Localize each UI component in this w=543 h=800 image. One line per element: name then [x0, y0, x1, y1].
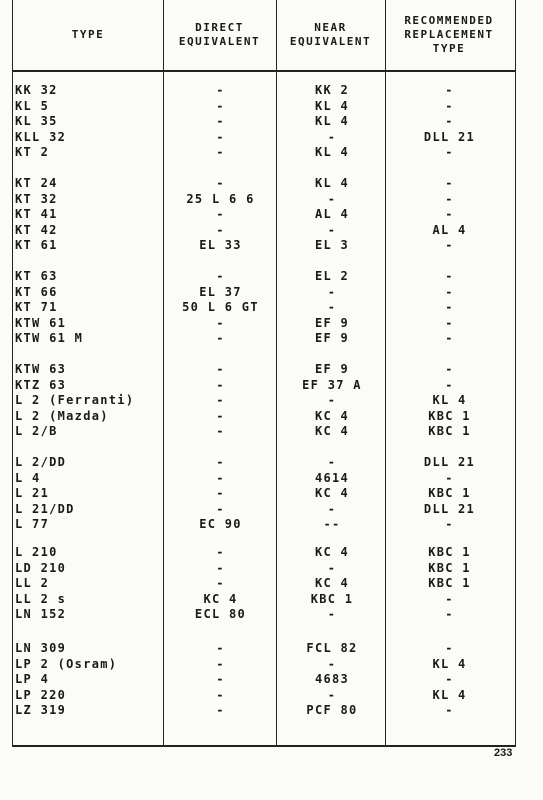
header-near-equivalent: [276, 0, 385, 70]
cell-rec: -: [445, 331, 454, 345]
cell-direct: -: [216, 393, 225, 407]
cell-near: KK 2: [314, 83, 350, 97]
cell-direct: EL 37: [199, 284, 242, 299]
cell-rec: -: [445, 591, 454, 606]
cell-near: -: [327, 560, 337, 575]
cell-type: LD 210: [15, 560, 67, 575]
cell-rec: -: [445, 377, 454, 392]
cell-rec: -: [445, 238, 454, 252]
cell-rec: KBC 1: [428, 560, 471, 575]
valve-equivalents-table: [12, 0, 516, 747]
cell-near: KC 4: [314, 424, 350, 438]
cell-type: L 2/B: [15, 424, 58, 438]
cell-type: KLL 32: [15, 129, 67, 144]
cell-direct: -: [216, 377, 225, 392]
cell-type: LN 152: [15, 607, 67, 621]
cell-type: KT 66: [15, 284, 58, 299]
cell-type: KT 24: [15, 176, 58, 190]
cell-direct: -: [216, 207, 225, 221]
cell-rec: -: [445, 98, 454, 113]
cell-type: LP 2 (Osram): [15, 656, 118, 671]
cell-direct: -: [216, 424, 225, 438]
cell-near: EF 9: [314, 331, 350, 345]
header-near-line-1: NEAR: [314, 21, 347, 34]
cell-rec: DLL 21: [423, 129, 476, 144]
cell-rec: KBC 1: [428, 486, 471, 500]
cell-direct: -: [216, 486, 225, 500]
cell-rec: -: [445, 83, 454, 97]
cell-rec: -: [445, 470, 454, 485]
cell-type: KT 2: [15, 145, 50, 159]
cell-rec: -: [445, 284, 454, 299]
header-rec-line-1: RECOMMENDED: [404, 14, 494, 27]
cell-type: KT 42: [15, 222, 58, 237]
cell-rec: -: [445, 114, 454, 128]
cell-type: KL 35: [15, 114, 58, 128]
cell-direct: 50 L 6 GT: [182, 300, 259, 314]
cell-type: KTW 63: [15, 362, 67, 376]
cell-direct: -: [216, 470, 225, 485]
cell-near: AL 4: [314, 207, 350, 221]
cell-near: -: [327, 687, 337, 702]
cell-type: LN 309: [15, 641, 67, 655]
cell-rec: AL 4: [432, 222, 467, 237]
cell-direct: -: [216, 672, 225, 686]
cell-direct: -: [216, 145, 225, 159]
cell-type: KK 32: [15, 83, 58, 97]
cell-direct: -: [216, 687, 225, 702]
cell-direct: EC 90: [199, 517, 242, 531]
cell-near: -: [327, 656, 337, 671]
cell-near: EL 3: [314, 238, 350, 252]
cell-rec: -: [445, 269, 454, 283]
cell-rec: KL 4: [432, 656, 467, 671]
cell-near: -: [327, 129, 337, 144]
cell-type: LL 2 s: [15, 591, 67, 606]
cell-direct: -: [216, 331, 225, 345]
cell-type: LL 2: [15, 576, 50, 590]
cell-rec: DLL 21: [423, 501, 476, 516]
cell-direct: 25 L 6 6: [186, 191, 255, 206]
cell-type: L 21: [15, 486, 50, 500]
cell-direct: -: [216, 129, 225, 144]
cell-type: L 210: [15, 545, 58, 559]
cell-direct: -: [216, 703, 225, 717]
cell-near: EF 37 A: [302, 377, 362, 392]
cell-near: PCF 80: [306, 703, 358, 717]
cell-direct: -: [216, 656, 225, 671]
cell-direct: -: [216, 545, 225, 559]
cell-direct: -: [216, 98, 225, 113]
cell-near: KC 4: [314, 576, 350, 590]
cell-near: -: [327, 607, 337, 621]
cell-rec: -: [445, 641, 454, 655]
cell-direct: -: [216, 176, 225, 190]
cell-rec: -: [445, 315, 454, 330]
cell-direct: -: [216, 576, 225, 590]
cell-type: LP 220: [15, 687, 67, 702]
cell-type: KTW 61 M: [15, 331, 84, 345]
cell-type: KT 32: [15, 191, 58, 206]
cell-type: KT 63: [15, 269, 58, 283]
cell-rec: -: [445, 703, 454, 717]
cell-type: LP 4: [15, 672, 50, 686]
cell-rec: -: [445, 607, 454, 621]
cell-rec: KBC 1: [428, 576, 471, 590]
cell-rec: -: [445, 207, 454, 221]
cell-type: L 21/DD: [15, 501, 75, 516]
cell-near: KL 4: [314, 98, 350, 113]
cell-direct: -: [216, 455, 225, 469]
header-divider: [13, 70, 515, 72]
cell-near: EF 9: [314, 315, 350, 330]
cell-near: KL 4: [314, 176, 350, 190]
cell-rec: -: [445, 517, 454, 531]
cell-near: -: [327, 222, 337, 237]
header-rec-line-2: REPLACEMENT: [404, 28, 494, 41]
cell-direct: -: [216, 560, 225, 575]
cell-near: KL 4: [314, 114, 350, 128]
cell-rec: -: [445, 176, 454, 190]
cell-direct: -: [216, 641, 225, 655]
header-near-line-2: EQUIVALENT: [289, 35, 372, 48]
cell-direct: -: [216, 83, 225, 97]
cell-direct: -: [216, 222, 225, 237]
cell-type: KL 5: [15, 98, 50, 113]
cell-direct: -: [216, 408, 225, 423]
cell-near: 4614: [314, 470, 350, 485]
cell-type: KTZ 63: [15, 377, 67, 392]
cell-rec: KL 4: [432, 393, 467, 407]
cell-type: KT 41: [15, 207, 58, 221]
cell-direct: -: [216, 362, 225, 376]
cell-direct: -: [216, 269, 225, 283]
cell-direct: KC 4: [203, 591, 238, 606]
cell-direct: ECL 80: [194, 607, 247, 621]
cell-direct: EL 33: [199, 238, 242, 252]
cell-rec: KBC 1: [428, 408, 471, 423]
cell-rec: -: [445, 191, 454, 206]
cell-type: L 2 (Ferranti): [15, 393, 135, 407]
cell-type: LZ 319: [15, 703, 67, 717]
cell-type: L 2 (Mazda): [15, 408, 109, 423]
header-rec-line-3: TYPE: [432, 42, 466, 55]
cell-rec: KBC 1: [428, 424, 471, 438]
cell-rec: -: [445, 300, 454, 314]
cell-direct: -: [216, 114, 225, 128]
cell-type: KTW 61: [15, 315, 67, 330]
cell-rec: -: [445, 145, 454, 159]
cell-type: L 2/DD: [15, 455, 67, 469]
header-direct-line-1: DIRECT: [195, 21, 244, 34]
cell-near: -: [327, 300, 337, 314]
header-recommended-replacement: [385, 0, 513, 70]
cell-rec: KL 4: [432, 687, 467, 702]
cell-near: -: [327, 501, 337, 516]
cell-near: KC 4: [314, 545, 350, 559]
cell-type: KT 61: [15, 238, 58, 252]
cell-near: KBC 1: [310, 591, 354, 606]
page-number: 233: [494, 747, 513, 759]
cell-near: 4683: [314, 672, 350, 686]
cell-near: FCL 82: [306, 641, 358, 655]
cell-near: -: [327, 455, 337, 469]
cell-near: KL 4: [314, 145, 350, 159]
cell-near: KC 4: [314, 408, 350, 423]
cell-near: -: [327, 393, 337, 407]
cell-rec: DLL 21: [423, 455, 476, 469]
header-direct-equivalent: [163, 0, 276, 70]
cell-type: L 4: [15, 470, 41, 485]
cell-near: EF 9: [314, 362, 350, 376]
cell-near: -: [327, 191, 337, 206]
cell-near: KC 4: [314, 486, 350, 500]
cell-near: --: [323, 517, 341, 531]
header-type: [13, 0, 163, 70]
cell-near: EL 2: [314, 269, 350, 283]
cell-rec: -: [445, 362, 454, 376]
cell-type: L 77: [15, 517, 50, 531]
cell-rec: -: [445, 672, 454, 686]
cell-type: KT 71: [15, 300, 58, 314]
header-type-label: TYPE: [71, 28, 105, 41]
header-direct-line-2: EQUIVALENT: [178, 35, 261, 48]
cell-direct: -: [216, 501, 225, 516]
cell-near: -: [327, 284, 337, 299]
cell-rec: KBC 1: [428, 545, 471, 559]
cell-direct: -: [216, 315, 225, 330]
